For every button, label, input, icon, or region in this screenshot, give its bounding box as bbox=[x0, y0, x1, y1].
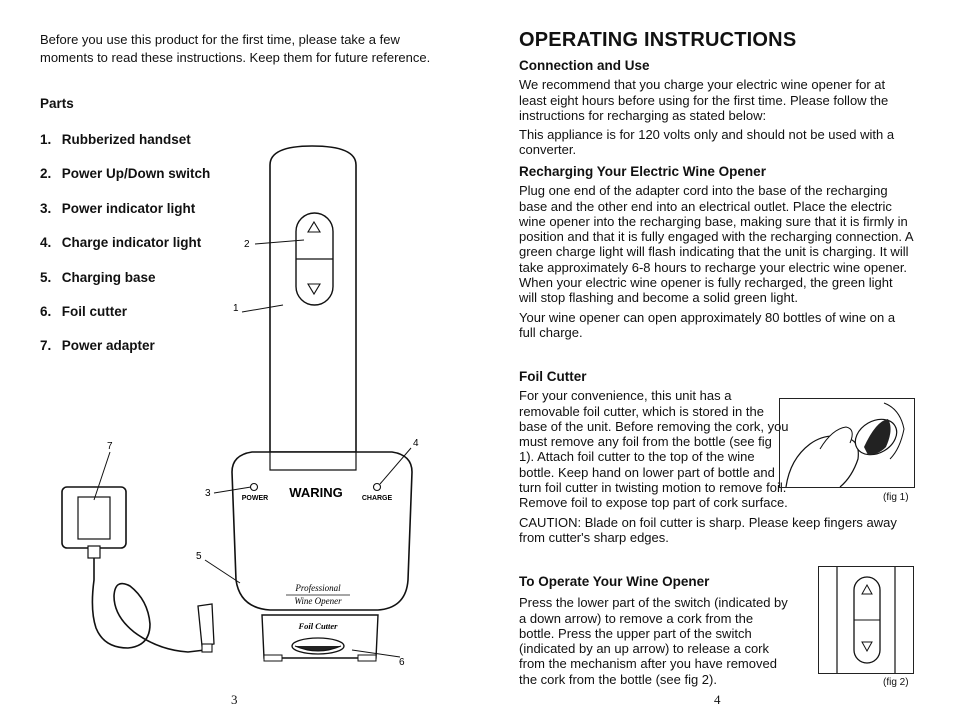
product-line-1: Professional bbox=[295, 583, 341, 593]
paragraph: Your wine opener can open approximately 80 bottles of wine on a full charge. bbox=[519, 309, 896, 340]
fig-2-image bbox=[818, 566, 914, 674]
section-heading: Recharging Your Electric Wine Opener bbox=[519, 164, 766, 179]
power-indicator-light bbox=[251, 484, 258, 491]
parts-list-item: 2. Power Up/Down switch bbox=[40, 166, 211, 182]
parts-list-item: 4. Charge indicator light bbox=[40, 235, 202, 251]
product-line-2: Wine Opener bbox=[294, 596, 342, 606]
paragraph: Plug one end of the adapter cord into the base of the recharging base and the other end into an electrical outlet. Place the electric wine opener into the recharging base, making sure that it is firmly in position and that it is fully engaged with the recharging connection. A green charge light will flash indicating that the unit is charging. It will take approximately 6-8 hours to recharge your electric wine opener. When your electric wine opener is fully recharged, the green light will stop flashing and become a solid green light. bbox=[519, 183, 913, 306]
paragraph: We recommend that you charge your electric wine opener for at least eight hours before using for the first time. Please follow the instructions for recharging as stated below: bbox=[519, 77, 889, 123]
callout-3: 3 bbox=[205, 488, 211, 499]
paragraph: Press the lower part of the switch (indicated by a down arrow) to remove a cork from the bottle. Press the upper part of the switch (indicated by an up arrow) to release a cork from the mechanism after you have removed the cork from the bottle (see fig 2). bbox=[519, 595, 788, 687]
intro-text: Before you use this product for the first time, please take a few moments to read these instructions. Keep them for future reference. bbox=[40, 32, 431, 65]
adapter-cord bbox=[92, 558, 205, 652]
section-heading: Connection and Use bbox=[519, 58, 650, 73]
adapter-plug bbox=[198, 604, 214, 646]
callout-6: 6 bbox=[399, 657, 405, 668]
section-connection bbox=[519, 58, 914, 158]
foil-cutter-label: Foil Cutter bbox=[298, 621, 338, 631]
fig-1-image bbox=[779, 398, 915, 488]
parts-list-item: 7. Power adapter bbox=[40, 338, 155, 354]
callout-2: 2 bbox=[244, 239, 250, 250]
fig-2-caption: (fig 2) bbox=[883, 677, 909, 688]
charge-indicator-light bbox=[374, 484, 381, 491]
charge-label: CHARGE bbox=[361, 495, 393, 502]
callout-5: 5 bbox=[196, 551, 202, 562]
page-title: OPERATING INSTRUCTIONS bbox=[519, 29, 797, 51]
caution-text: CAUTION: Blade on foil cutter is sharp. Please keep fingers away from cutter's sharp edges. bbox=[519, 514, 897, 545]
callout-1: 1 bbox=[233, 303, 239, 314]
section-heading: Foil Cutter bbox=[519, 369, 587, 384]
paragraph: This appliance is for 120 volts only and should not be used with a converter. bbox=[519, 127, 895, 158]
page-number: 3 bbox=[231, 692, 238, 707]
parts-list-item: 6. Foil cutter bbox=[40, 303, 128, 319]
page-number: 4 bbox=[714, 692, 721, 707]
parts-heading: Parts bbox=[40, 96, 74, 111]
brand-logo: WARING bbox=[289, 485, 343, 500]
section-heading: To Operate Your Wine Opener bbox=[519, 574, 710, 589]
power-label: POWER bbox=[241, 495, 269, 502]
fig-1-caption: (fig 1) bbox=[883, 492, 909, 503]
right-page bbox=[477, 0, 954, 726]
section-recharging bbox=[519, 164, 914, 340]
parts-list-item: 3. Power indicator light bbox=[40, 200, 196, 216]
paragraph: For your convenience, this unit has a removable foil cutter, which is stored in the base of the unit. Before removing the cork, you must remove any foil from the bottle (see fig 1). Attach foil cutter to the top of the wine bottle. Keep hand on lower part of bottle and turn foil cutter in twisting motion to remove foil. Remove foil to expose top part of cork surface. bbox=[519, 388, 789, 511]
callout-7: 7 bbox=[107, 441, 113, 452]
parts-list-item: 5. Charging base bbox=[40, 269, 156, 285]
callout-4: 4 bbox=[413, 438, 419, 449]
parts-list-item: 1. Rubberized handset bbox=[40, 132, 191, 147]
